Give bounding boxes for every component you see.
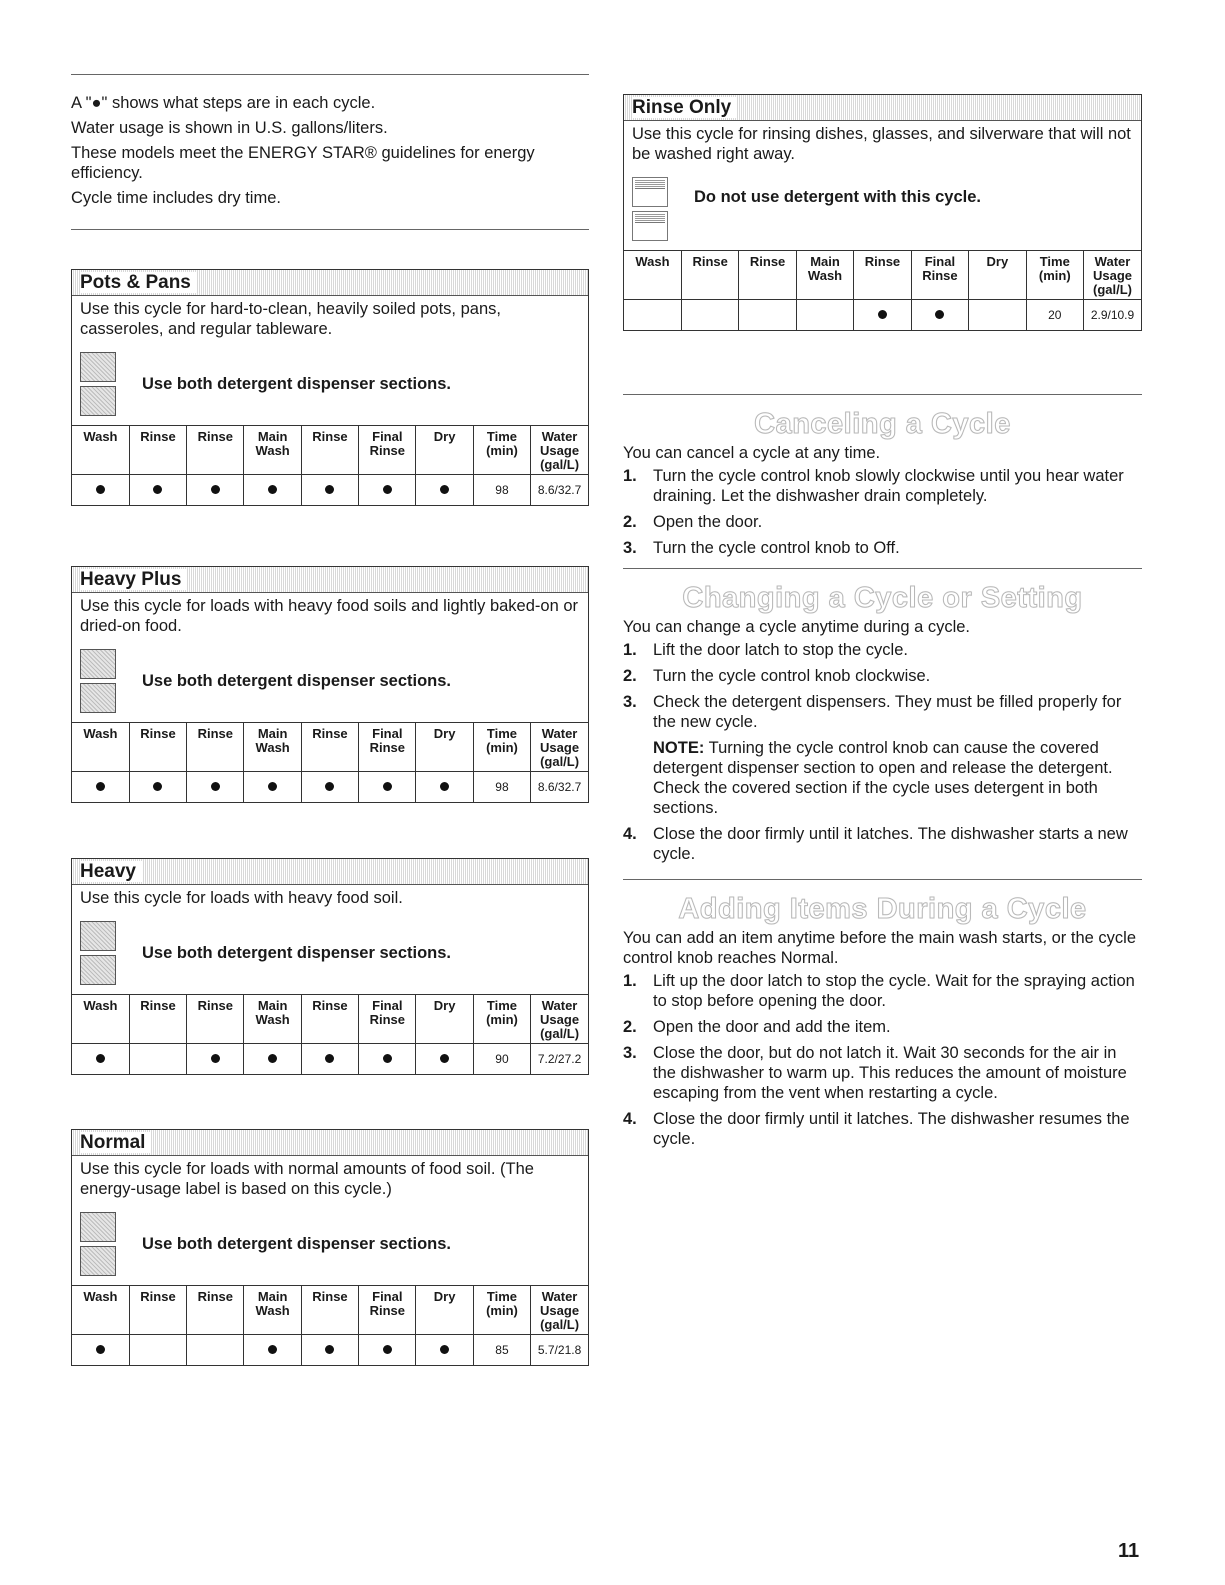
- list-item: 3. Check the detergent dispensers. They must be filled properly for the new cycle. NOTE: Turning the cycle control knob can cause the covered detergent dispenser section to open and release the detergent. Check the covered section if the cycle uses detergent in both sections.: [623, 692, 1142, 818]
- bullet-icon: [325, 782, 334, 791]
- table-header-row: [72, 723, 588, 772]
- bullet-icon: [383, 485, 392, 494]
- col-rinse: Rinse: [301, 723, 358, 772]
- bullet-icon: [268, 782, 277, 791]
- col-final-rinse: Final Rinse: [911, 251, 968, 300]
- step-cell: [129, 1335, 186, 1366]
- section-title: Adding Items During a Cycle: [678, 893, 1087, 925]
- list-item: 3. Close the door, but do not latch it. Wait 30 seconds for the air in the dishwasher to warm up. This reduces the amount of moisture escaping from the vent when restarting a cycle.: [623, 1044, 1127, 1102]
- section-intro: You can cancel a cycle at any time.: [623, 444, 881, 462]
- col-rinse: Rinse: [187, 723, 244, 772]
- detergent-note: Use both detergent dispenser sections.: [142, 374, 451, 393]
- step-cell: [416, 772, 473, 803]
- detergent-note: Use both detergent dispenser sections.: [142, 1234, 451, 1253]
- col-time: Time (min): [1026, 251, 1083, 300]
- detergent-row: [624, 168, 1141, 250]
- list-item: 2. Open the door and add the item.: [623, 1018, 891, 1036]
- steps-list: [623, 466, 1142, 558]
- bullet-icon: [211, 1054, 220, 1063]
- col-rinse: Rinse: [301, 426, 358, 475]
- col-wash: Wash: [72, 426, 129, 475]
- time-cell: 98: [473, 772, 530, 803]
- bullet-icon: [878, 310, 887, 319]
- steps-list: [623, 640, 1142, 864]
- intro-block: [71, 74, 589, 230]
- col-rinse: Rinse: [854, 251, 911, 300]
- col-final-rinse: Final Rinse: [359, 723, 416, 772]
- time-cell: 98: [473, 475, 530, 506]
- step-cell: [187, 772, 244, 803]
- step-cell: [796, 300, 853, 331]
- col-rinse: Rinse: [187, 995, 244, 1044]
- detergent-dispenser-icon: [632, 177, 668, 241]
- col-time: Time (min): [473, 426, 530, 475]
- col-time: Time (min): [473, 723, 530, 772]
- step-cell: [244, 1335, 301, 1366]
- col-rinse: Rinse: [301, 1286, 358, 1335]
- col-water: Water Usage (gal/L): [1084, 251, 1142, 300]
- detergent-row: [72, 343, 588, 425]
- note: NOTE: Turning the cycle control knob can cause the covered detergent dispenser section to open and release the detergent. Check the covered section if the cycle uses detergent in both sections.: [653, 739, 1113, 817]
- step-cell: [244, 772, 301, 803]
- col-main-wash: Main Wash: [244, 426, 301, 475]
- steps-list: [623, 971, 1142, 1149]
- list-item: 2. Open the door.: [623, 513, 763, 531]
- bullet-icon: [153, 485, 162, 494]
- col-dry: Dry: [416, 995, 473, 1044]
- col-rinse: Rinse: [739, 251, 796, 300]
- col-final-rinse: Final Rinse: [359, 426, 416, 475]
- col-main-wash: Main Wash: [244, 995, 301, 1044]
- cycle-title: Heavy: [72, 859, 588, 885]
- table-row: [72, 1044, 588, 1075]
- table-row: [72, 772, 588, 803]
- list-item: 1. Turn the cycle control knob slowly clockwise until you hear water draining. Let the dishwasher drain completely.: [623, 467, 1124, 505]
- list-item: 3. Turn the cycle control knob to Off.: [623, 539, 900, 557]
- bullet-icon: [268, 485, 277, 494]
- col-main-wash: Main Wash: [244, 1286, 301, 1335]
- step-cell: [681, 300, 738, 331]
- table-row: [624, 300, 1141, 331]
- intro-line-2: Water usage is shown in U.S. gallons/liters.: [71, 119, 388, 137]
- step-cell: [359, 475, 416, 506]
- col-dry: Dry: [969, 251, 1026, 300]
- step-cell: [854, 300, 911, 331]
- step-cell: [129, 772, 186, 803]
- cycle-pots-pans: [71, 269, 589, 506]
- step-cell: [359, 772, 416, 803]
- step-cell: [301, 1044, 358, 1075]
- col-wash: Wash: [72, 1286, 129, 1335]
- bullet-icon: [325, 1345, 334, 1354]
- divider: [623, 394, 1142, 395]
- detergent-dispenser-icon: [80, 649, 116, 713]
- col-rinse: Rinse: [129, 426, 186, 475]
- col-water: Water Usage (gal/L): [531, 1286, 588, 1335]
- table-header-row: [72, 426, 588, 475]
- intro-line-4: Cycle time includes dry time.: [71, 189, 281, 207]
- step-cell: [72, 1044, 129, 1075]
- time-cell: 20: [1026, 300, 1083, 331]
- bullet-icon: [96, 1054, 105, 1063]
- step-cell: [72, 772, 129, 803]
- bullet-icon: [440, 1345, 449, 1354]
- step-cell: [72, 1335, 129, 1366]
- col-rinse: Rinse: [129, 1286, 186, 1335]
- bullet-icon: [96, 1345, 105, 1354]
- section-intro: You can change a cycle anytime during a cycle.: [623, 618, 971, 636]
- section-canceling: [623, 394, 1142, 564]
- cycle-title: Rinse Only: [624, 95, 1141, 121]
- step-cell: [244, 475, 301, 506]
- page-number: 11: [1118, 1540, 1140, 1562]
- detergent-row: [72, 640, 588, 722]
- section-changing: [623, 568, 1142, 870]
- detergent-row: [72, 912, 588, 994]
- table-header-row: [72, 1286, 588, 1335]
- step-cell: [187, 1335, 244, 1366]
- cycle-heavy: [71, 858, 589, 1075]
- table-row: [72, 475, 588, 506]
- bullet-icon: [325, 1054, 334, 1063]
- col-water: Water Usage (gal/L): [531, 723, 588, 772]
- water-cell: 7.2/27.2: [531, 1044, 588, 1075]
- cycle-steps-table: [72, 425, 588, 505]
- bullet-icon: [935, 310, 944, 319]
- time-cell: 90: [473, 1044, 530, 1075]
- step-cell: [187, 1044, 244, 1075]
- cycle-description: Use this cycle for loads with normal amounts of food soil. (The energy-usage label is based on this cycle.): [80, 1160, 534, 1198]
- cycle-steps-table: [72, 1285, 588, 1365]
- section-title: Canceling a Cycle: [754, 408, 1011, 440]
- col-dry: Dry: [416, 723, 473, 772]
- col-final-rinse: Final Rinse: [359, 1286, 416, 1335]
- step-cell: [72, 475, 129, 506]
- step-cell: [187, 475, 244, 506]
- detergent-dispenser-icon: [80, 921, 116, 985]
- section-adding: [623, 879, 1142, 1155]
- step-cell: [969, 300, 1026, 331]
- cycle-steps-table: [624, 250, 1141, 330]
- left-column: [71, 74, 589, 1357]
- col-water: Water Usage (gal/L): [531, 995, 588, 1044]
- bullet-icon: [383, 1345, 392, 1354]
- cycle-steps-table: [72, 994, 588, 1074]
- cycle-title: Normal: [72, 1130, 588, 1156]
- col-rinse: Rinse: [129, 723, 186, 772]
- bullet-icon: [268, 1054, 277, 1063]
- water-cell: 8.6/32.7: [531, 475, 588, 506]
- list-item: 4. Close the door firmly until it latches. The dishwasher starts a new cycle.: [623, 825, 1128, 863]
- step-cell: [624, 300, 681, 331]
- table-header-row: [72, 995, 588, 1044]
- col-rinse: Rinse: [681, 251, 738, 300]
- table-header-row: [624, 251, 1141, 300]
- detergent-row: [72, 1203, 588, 1285]
- bullet-icon: [96, 782, 105, 791]
- col-dry: Dry: [416, 426, 473, 475]
- detergent-note: Do not use detergent with this cycle.: [694, 187, 981, 206]
- bullet-icon: [96, 485, 105, 494]
- bullet-icon: [383, 1054, 392, 1063]
- cycle-heavy-plus: [71, 566, 589, 803]
- detergent-dispenser-icon: [80, 352, 116, 416]
- step-cell: [359, 1335, 416, 1366]
- col-final-rinse: Final Rinse: [359, 995, 416, 1044]
- cycle-rinse-only: [623, 94, 1142, 331]
- cycle-description: Use this cycle for hard-to-clean, heavily soiled pots, pans, casseroles, and regular tableware.: [80, 300, 501, 338]
- water-cell: 2.9/10.9: [1084, 300, 1142, 331]
- cycle-title: Heavy Plus: [72, 567, 588, 593]
- section-title: Changing a Cycle or Setting: [682, 582, 1083, 614]
- divider: [623, 568, 1142, 569]
- col-wash: Wash: [72, 995, 129, 1044]
- step-cell: [244, 1044, 301, 1075]
- list-item: 1. Lift up the door latch to stop the cycle. Wait for the spraying action to stop before opening the door.: [623, 972, 1135, 1010]
- col-rinse: Rinse: [129, 995, 186, 1044]
- cycle-description: Use this cycle for loads with heavy food soil.: [80, 889, 403, 907]
- table-row: [72, 1335, 588, 1366]
- intro-line-3: These models meet the ENERGY STAR® guidelines for energy efficiency.: [71, 144, 535, 182]
- cycle-normal: [71, 1129, 589, 1366]
- list-item: 2. Turn the cycle control knob clockwise.: [623, 667, 931, 685]
- cycle-steps-table: [72, 722, 588, 802]
- step-cell: [301, 1335, 358, 1366]
- col-wash: Wash: [72, 723, 129, 772]
- intro-line-1: A "●" shows what steps are in each cycle.: [71, 94, 376, 112]
- detergent-dispenser-icon: [80, 1212, 116, 1276]
- bullet-icon: [153, 782, 162, 791]
- step-cell: [416, 475, 473, 506]
- col-main-wash: Main Wash: [796, 251, 853, 300]
- col-wash: Wash: [624, 251, 681, 300]
- divider: [623, 879, 1142, 880]
- bullet-icon: [440, 782, 449, 791]
- col-time: Time (min): [473, 995, 530, 1044]
- detergent-note: Use both detergent dispenser sections.: [142, 671, 451, 690]
- step-cell: [301, 772, 358, 803]
- step-cell: [359, 1044, 416, 1075]
- water-cell: 8.6/32.7: [531, 772, 588, 803]
- bullet-icon: [325, 485, 334, 494]
- col-rinse: Rinse: [187, 426, 244, 475]
- bullet-icon: [440, 485, 449, 494]
- bullet-icon: [211, 485, 220, 494]
- bullet-icon: [383, 782, 392, 791]
- step-cell: [416, 1044, 473, 1075]
- time-cell: 85: [473, 1335, 530, 1366]
- step-cell: [739, 300, 796, 331]
- cycle-description: Use this cycle for rinsing dishes, glasses, and silverware that will not be washed right away.: [632, 125, 1131, 163]
- list-item: 4. Close the door firmly until it latches. The dishwasher resumes the cycle.: [623, 1110, 1130, 1148]
- col-main-wash: Main Wash: [244, 723, 301, 772]
- step-cell: [416, 1335, 473, 1366]
- detergent-note: Use both detergent dispenser sections.: [142, 943, 451, 962]
- bullet-icon: [440, 1054, 449, 1063]
- step-cell: [129, 1044, 186, 1075]
- list-item: 1. Lift the door latch to stop the cycle.: [623, 641, 908, 659]
- bullet-icon: [268, 1345, 277, 1354]
- cycle-description: Use this cycle for loads with heavy food soils and lightly baked-on or dried-on food.: [80, 597, 579, 635]
- col-time: Time (min): [473, 1286, 530, 1335]
- section-intro: You can add an item anytime before the main wash starts, or the cycle control knob reaches Normal.: [623, 929, 1136, 967]
- bullet-icon: [211, 782, 220, 791]
- cycle-title: Pots & Pans: [72, 270, 588, 296]
- col-water: Water Usage (gal/L): [531, 426, 588, 475]
- step-cell: [129, 475, 186, 506]
- step-cell: [911, 300, 968, 331]
- col-rinse: Rinse: [187, 1286, 244, 1335]
- col-dry: Dry: [416, 1286, 473, 1335]
- water-cell: 5.7/21.8: [531, 1335, 588, 1366]
- col-rinse: Rinse: [301, 995, 358, 1044]
- step-cell: [301, 475, 358, 506]
